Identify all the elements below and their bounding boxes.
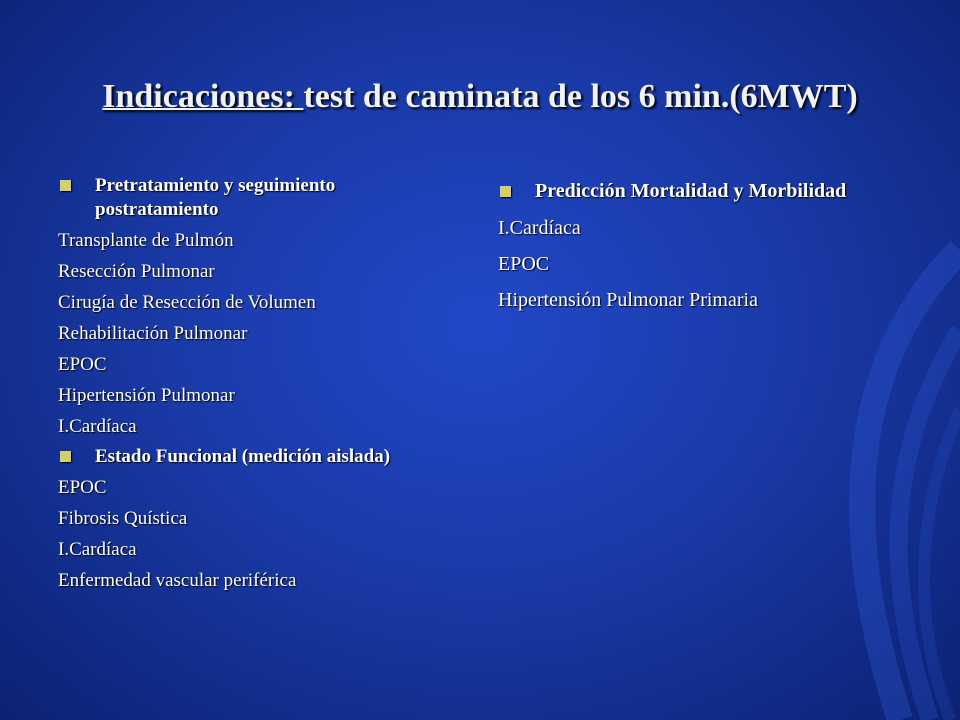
- list-item: Hipertensión Pulmonar: [58, 385, 235, 406]
- left-bullet-estado-funcional-text: Estado Funcional (medición aislada): [95, 446, 391, 467]
- list-item: Resección Pulmonar: [58, 261, 215, 282]
- list-item: EPOC: [498, 253, 550, 275]
- list-item: I.Cardíaca: [58, 416, 137, 437]
- left-section1-list: [58, 225, 458, 442]
- list-item: Rehabilitación Pulmonar: [58, 323, 248, 344]
- list-item: Cirugía de Resección de Volumen: [58, 292, 316, 313]
- right-bullet-prediccion-text: Predicción Mortalidad y Morbilidad: [535, 180, 847, 202]
- left-bullet-estado-funcional: [58, 445, 458, 469]
- list-item: Enfermedad vascular periférica: [58, 570, 297, 591]
- right-column: [498, 176, 918, 318]
- list-item: EPOC: [58, 477, 107, 498]
- left-bullet-pretratamiento: [58, 174, 458, 222]
- left-section2-list: [58, 472, 458, 596]
- right-bullet-prediccion: [498, 176, 918, 207]
- left-column: [58, 174, 458, 596]
- left-bullet-pretratamiento-text: Pretratamiento y seguimiento postratamiento: [95, 175, 336, 220]
- right-section1-list: [498, 210, 918, 318]
- bullet-square-icon: [500, 186, 511, 197]
- list-item: Transplante de Pulmón: [58, 230, 234, 251]
- list-item: I.Cardíaca: [498, 217, 581, 239]
- bullet-square-icon: [60, 180, 71, 191]
- list-item: Hipertensión Pulmonar Primaria: [498, 289, 758, 311]
- slide-title-rest: test de caminata de los 6 min.(6MWT): [303, 78, 858, 115]
- bullet-square-icon: [60, 451, 71, 462]
- list-item: I.Cardíaca: [58, 539, 137, 560]
- list-item: EPOC: [58, 354, 107, 375]
- list-item: Fibrosis Quística: [58, 508, 188, 529]
- slide-title-underlined: Indicaciones:: [102, 78, 304, 115]
- slide-title: [0, 78, 960, 116]
